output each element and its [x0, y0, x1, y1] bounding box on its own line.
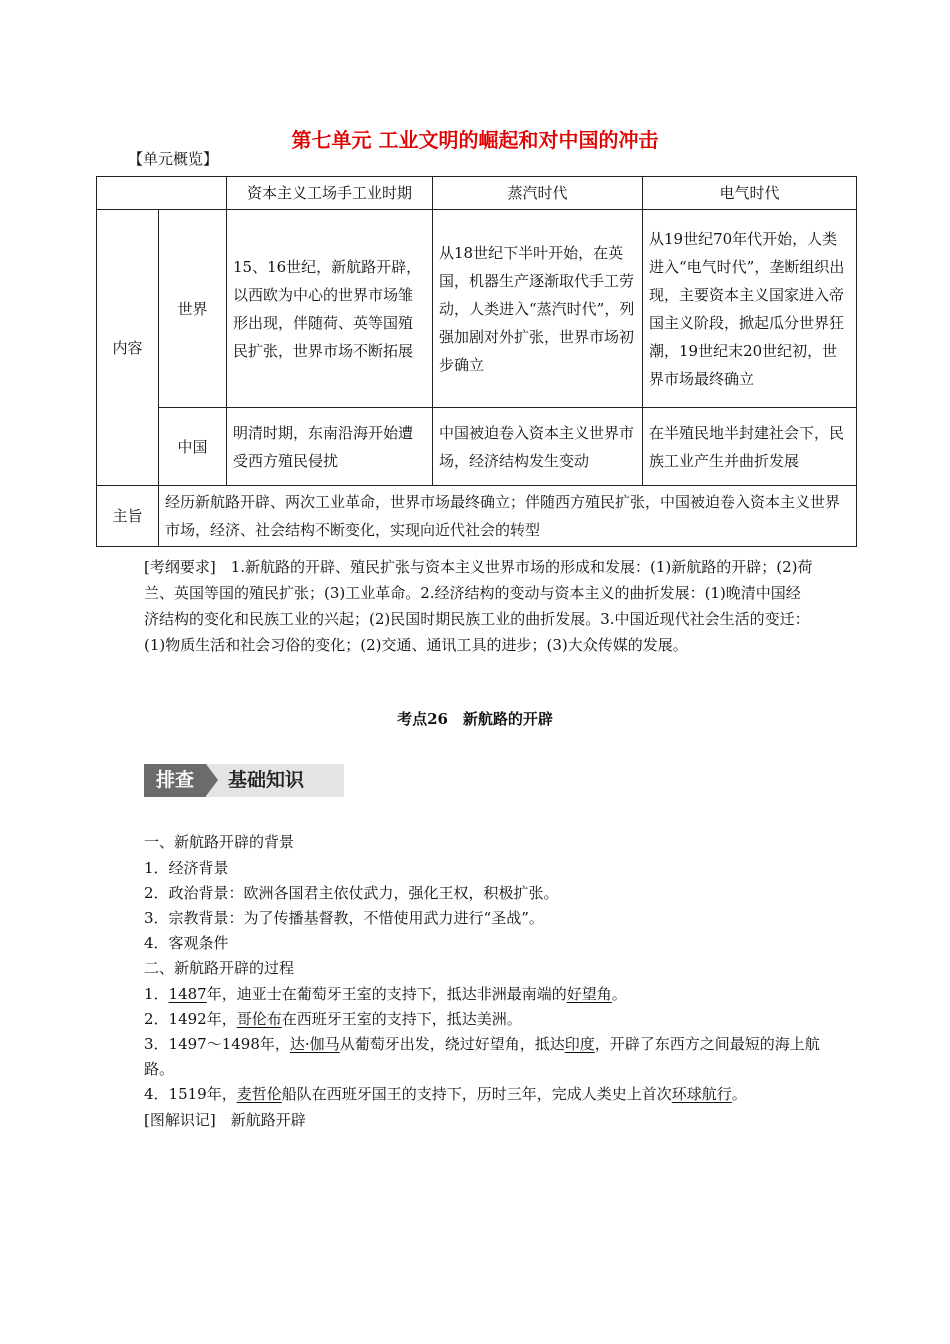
- underlined-term: 印度: [564, 1035, 595, 1053]
- text-span: 3．1497～1498年，: [144, 1035, 290, 1053]
- table-cell: 中国被迫卷入资本主义世界市场，经济结构发生变动: [433, 408, 643, 486]
- table-row: [97, 486, 857, 547]
- table-header: 蒸汽时代: [433, 177, 643, 210]
- text-span: 在西班牙王室的支持下，抵达美洲。: [281, 1010, 522, 1028]
- underlined-term: 麦哲伦: [236, 1085, 282, 1103]
- table-cell: 在半殖民地半封建社会下，民族工业产生并曲折发展: [643, 408, 857, 486]
- diagram-note: [图解识记] 新航路开辟: [144, 1111, 306, 1129]
- text-span: 4．1519年，: [144, 1085, 237, 1103]
- table-row: [97, 210, 857, 408]
- table-cell: 从18世纪下半叶开始，在英国，机器生产逐渐取代手工劳动，人类进入“蒸汽时代”，列强加剧对外扩张，世界市场初步确立: [433, 210, 643, 408]
- underlined-term: 好望角: [566, 985, 612, 1003]
- text-span: 。: [611, 985, 627, 1003]
- row-label-theme: 主旨: [97, 486, 159, 547]
- text-line: [144, 982, 824, 1007]
- text-line: [144, 1082, 824, 1107]
- text-span: 船队在西班牙国王的支持下，历时三年，完成人类史上首次: [281, 1085, 672, 1103]
- banner-arrow-icon: [206, 764, 218, 796]
- table-cell: 从19世纪70年代开始，人类进入“电气时代”，垄断组织出现，主要资本主义国家进入帝国主义阶段，掀起瓜分世界狂潮，19世纪末20世纪初，世界市场最终确立: [643, 210, 857, 408]
- banner-label: 基础知识: [228, 769, 305, 791]
- row-label-content: 内容: [97, 210, 159, 486]
- table-cell: 经历新航路开辟、两次工业革命，世界市场最终确立；伴随西方殖民扩张，中国被迫卷入资本主义世界市场，经济、社会结构不断变化，实现向近代社会的转型: [159, 486, 857, 547]
- table-row: [97, 408, 857, 486]
- text-line: 4．客观条件: [144, 934, 229, 952]
- text-line: 二、新航路开辟的过程: [144, 959, 295, 977]
- banner-tag: 排查: [144, 764, 206, 797]
- underlined-term: 哥伦布: [236, 1010, 282, 1028]
- text-span: 1．: [144, 985, 169, 1003]
- text-span: 年，迪亚士在葡萄牙王室的支持下，抵达非洲最南端的: [206, 985, 567, 1003]
- text-line: 1．经济背景: [144, 859, 229, 877]
- text-line: 3．宗教背景：为了传播基督教，不惜使用武力进行“圣战”。: [144, 909, 544, 927]
- unit-overview-label: 【单元概览】: [128, 150, 219, 168]
- table-corner-cell: [97, 177, 227, 210]
- exam-requirements: [考纲要求] 1.新航路的开辟、殖民扩张与资本主义世界市场的形成和发展：(1)新航路的开辟；(2)荷兰、英国等国的殖民扩张；(3)工业革命。2.经济结构的变动与资本主义的曲折发展：(1)晚清中国经济结构的变化和民族工业的兴起；(2)民国时期民族工业的曲折发展。3.中国近现代社会生活的变迁：(1)物质生活和社会习俗的变化；(2)交通、通讯工具的进步；(3)大众传媒的发展。: [144, 558, 813, 654]
- table-cell: 明清时期，东南沿海开始遭受西方殖民侵扰: [227, 408, 433, 486]
- section-heading: 考点26 新航路的开辟: [397, 710, 553, 728]
- text-span: 2．1492年，: [144, 1010, 237, 1028]
- text-span: ，开辟了东西方之间最短的海上航路。: [144, 1035, 820, 1078]
- underlined-term: 1487: [168, 985, 207, 1003]
- underlined-term: 达·伽马: [289, 1035, 340, 1053]
- page-title: 第七单元 工业文明的崛起和对中国的冲击: [291, 128, 659, 152]
- text-line: 2．政治背景：欧洲各国君主依仗武力，强化王权，积极扩张。: [144, 884, 559, 902]
- text-line: [144, 1007, 824, 1032]
- text-span: 。: [731, 1085, 747, 1103]
- table-header-row: [97, 177, 857, 210]
- table-header: 资本主义工场手工业时期: [227, 177, 433, 210]
- text-line: [144, 1032, 824, 1082]
- underlined-term: 环球航行: [671, 1085, 732, 1103]
- text-line: 一、新航路开辟的背景: [144, 833, 295, 851]
- unit-overview-table: [96, 176, 857, 547]
- text-span: 从葡萄牙出发，绕过好望角，抵达: [339, 1035, 565, 1053]
- row-label-world: 世界: [159, 210, 227, 408]
- table-cell: 15、16世纪，新航路开辟，以西欧为中心的世界市场雏形出现，伴随荷、英等国殖民扩张，世界市场不断拓展: [227, 210, 433, 408]
- table-header: 电气时代: [643, 177, 857, 210]
- section-banner: [144, 764, 344, 797]
- row-label-china: 中国: [159, 408, 227, 486]
